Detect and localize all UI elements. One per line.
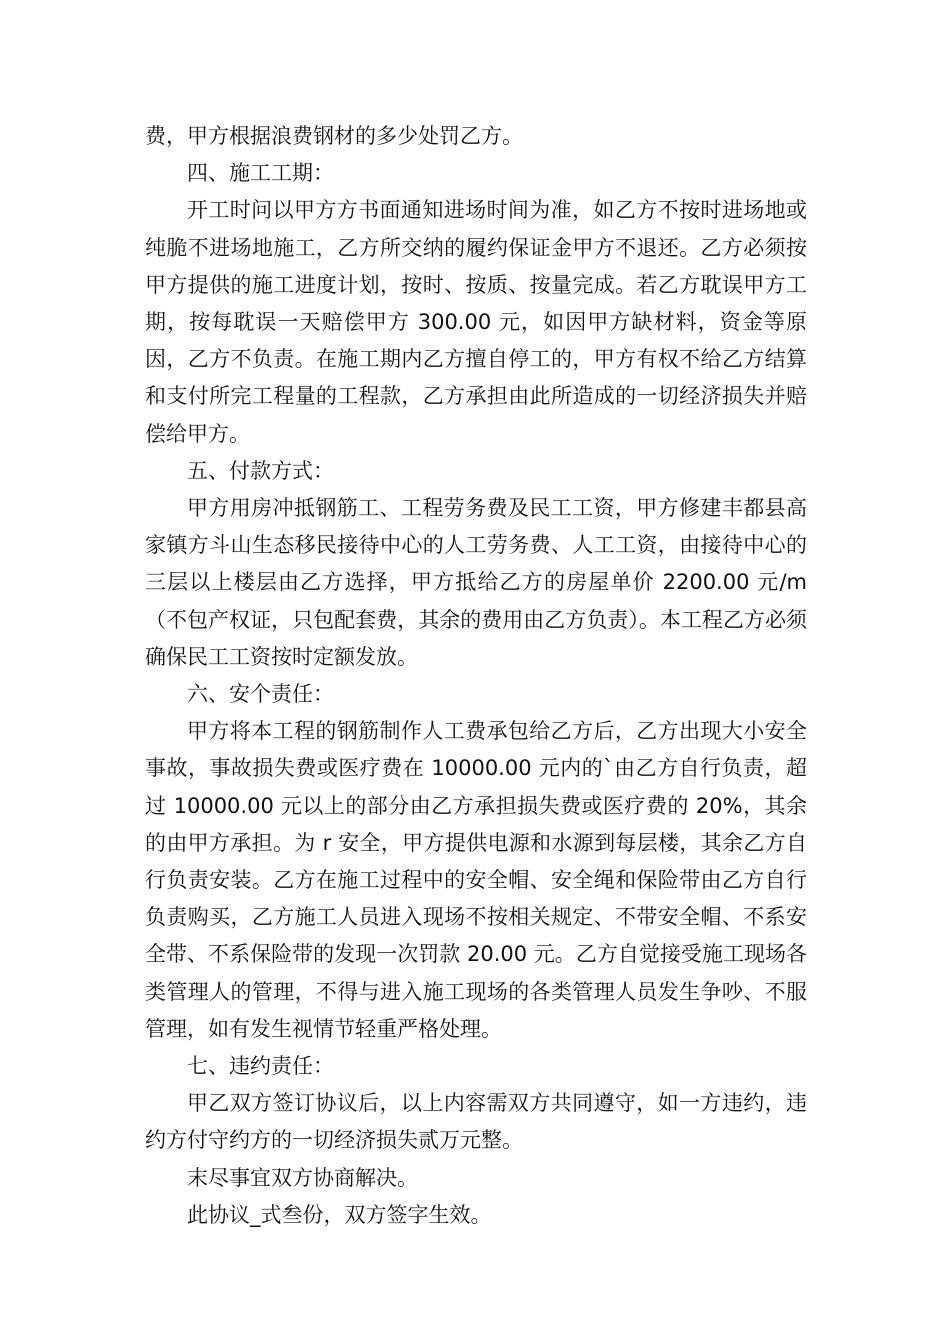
paragraph-agreement-copies: 此协议_式叁份，双方签字生效。: [187, 1202, 492, 1227]
document-body: [145, 118, 807, 1234]
section-heading-payment-method: 五、付款方式：: [187, 458, 334, 483]
paragraph-unresolved-matters: 末尽事宜双方协商解决。: [187, 1165, 418, 1190]
paragraph-construction-period: 开工时问以甲方方书面通知进场时间为准，如乙方不按时进场地或纯脆不进场地施工，乙方所交纳的履约保证金甲方不退还。乙方必须按甲方提供的施工进度计划，按时、按质、按量完成。若乙方耽误甲方工期，按每耽误一天赔偿甲方 300.00 元，如因甲方缺材料，资金等原因，乙方不负责。在施工期内乙方擅自停工的，甲方有权不给乙方结算和支付所完工程量的工程款，乙方承担由此所造成的一切经济损失并赔偿给甲方。: [145, 198, 807, 446]
section-heading-safety-responsibility: 六、安个责任：: [187, 682, 334, 707]
paragraph-payment-method: 甲方用房冲抵钢筋工、工程劳务费及民工工资，甲方修建丰都县高家镇方斗山生态移民接待中心的人工劳务费、人工工资，由接待中心的三层以上楼层由乙方选择，甲方抵给乙方的房屋单价 2200.00 元/m（不包产权证，只包配套费，其余的费用由乙方负责）。本工程乙方必须确保民工工资按时定额发放。: [145, 496, 807, 669]
paragraph-safety-responsibility: 甲方将本工程的钢筋制作人工费承包给乙方后，乙方出现大小安全事故，事故损失费或医疗费在 10000.00 元内的`由乙方自行负责，超过 10000.00 元以上的部分由乙方承担损失费或医疗费的 20%，其余的由甲方承担。为 r 安全，甲方提供电源和水源到每层楼，其余乙方自行负责安装。乙方在施工过程中的安全帽、安全绳和保险带由乙方自行负责购买，乙方施工人员进入现场不按相关规定、不带安全帽、不系安全带、不系保险带的发现一次罚款 20.00 元。乙方自觉接受施工现场各类管理人的管理，不得与进入施工现场的各类管理人员发生争吵、不服管理，如有发生视情节轻重严格处理。: [145, 719, 807, 1041]
section-heading-breach-liability: 七、违约责任：: [187, 1054, 334, 1079]
paragraph-breach-liability: 甲乙双方签订协议后，以上内容需双方共同遵守，如一方违约，违约方付守约方的一切经济损失贰万元整。: [145, 1091, 807, 1153]
section-heading-construction-period: 四、施工工期：: [187, 161, 334, 186]
paragraph-continuation: 费，甲方根据浪费钢材的多少处罚乙方。: [145, 124, 523, 148]
